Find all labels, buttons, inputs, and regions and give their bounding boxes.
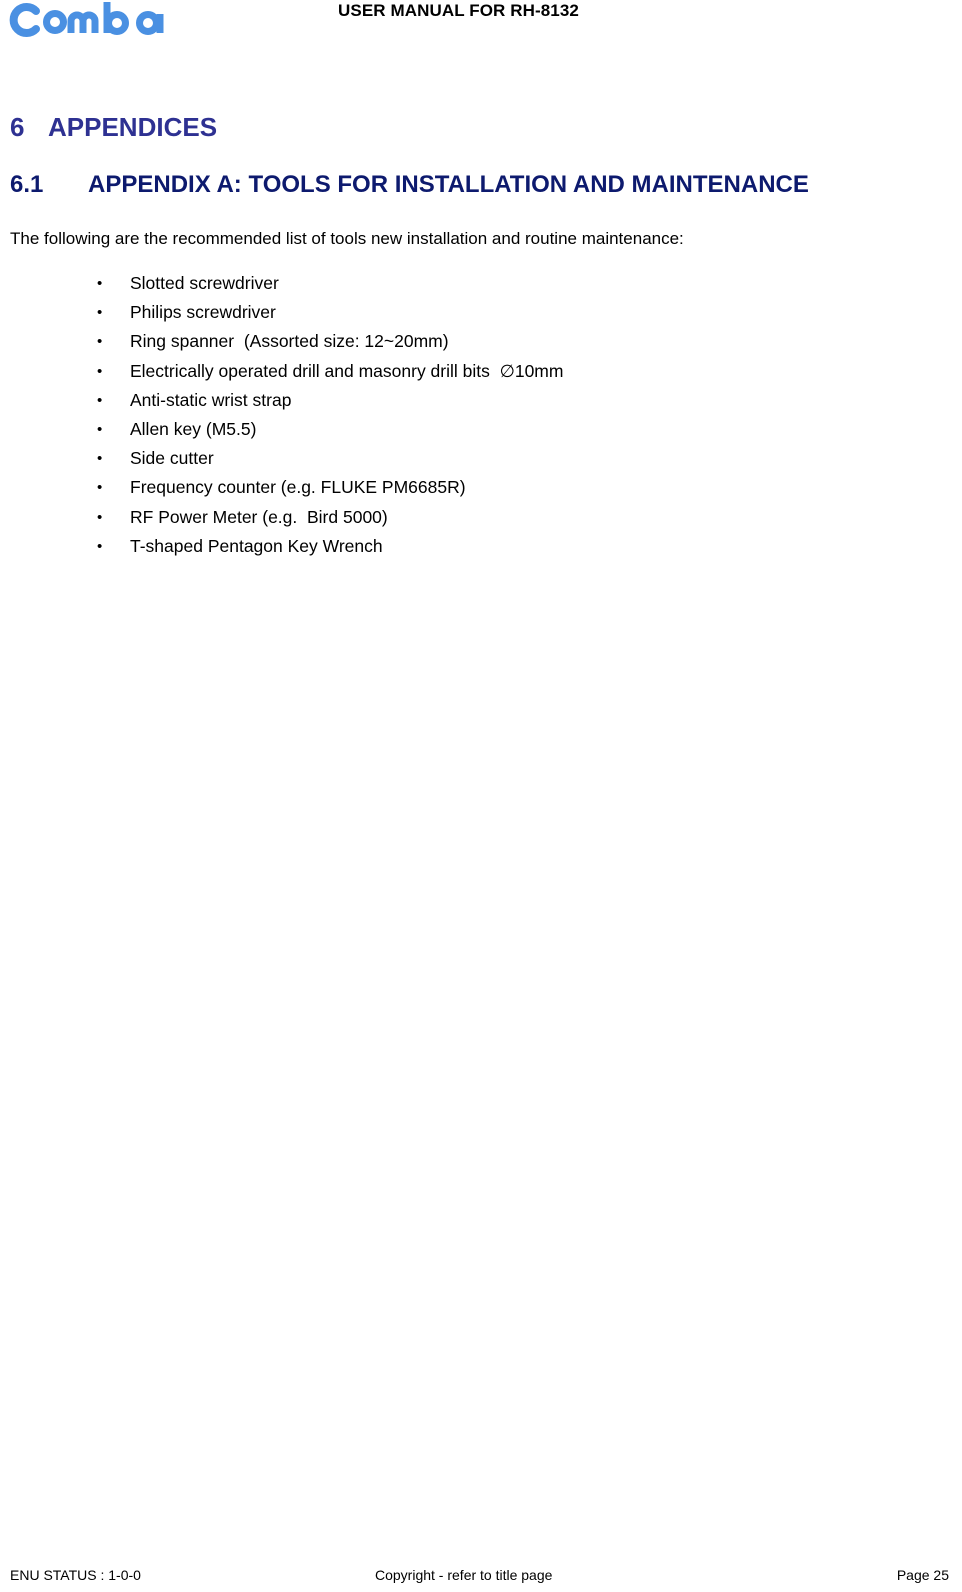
- list-item-text: Philips screwdriver: [130, 302, 276, 323]
- section-number: 6.1: [10, 171, 44, 198]
- list-item-text: RF Power Meter (e.g. Bird 5000): [130, 506, 388, 527]
- list-item: [97, 477, 563, 506]
- list-item: [97, 361, 563, 390]
- chapter-number: 6: [10, 112, 25, 142]
- bullet-icon: •: [97, 420, 103, 438]
- list-item: [97, 536, 563, 565]
- bullet-icon: •: [97, 537, 103, 555]
- list-item-text: Side cutter: [130, 448, 214, 469]
- list-item-text: Anti-static wrist strap: [130, 389, 292, 410]
- bullet-icon: •: [97, 391, 103, 409]
- comba-logo: [0, 0, 180, 40]
- footer-page-number: Page 25: [896, 1567, 949, 1583]
- list-item: [97, 302, 563, 331]
- section-heading: [10, 171, 809, 199]
- list-item: [97, 507, 563, 536]
- list-item-text: Slotted screwdriver: [130, 273, 279, 293]
- list-item-text: Frequency counter (e.g. FLUKE PM6685R): [130, 477, 466, 498]
- footer-copyright: Copyright - refer to title page: [375, 1567, 553, 1583]
- bullet-icon: •: [97, 479, 103, 497]
- list-item: [97, 273, 563, 302]
- comba-logo-mark: [0, 0, 180, 40]
- footer-status: ENU STATUS : 1-0-0: [10, 1567, 141, 1583]
- intro-paragraph: The following are the recommended list of tools new installation and routine maintenance:: [10, 229, 684, 248]
- chapter-heading: [10, 112, 217, 143]
- document-header-title: USER MANUAL FOR RH-8132: [338, 1, 579, 20]
- tools-list: [97, 273, 563, 565]
- section-title: APPENDIX A: TOOLS FOR INSTALLATION AND MAINTENANCE: [88, 171, 809, 198]
- list-item-text: T-shaped Pentagon Key Wrench: [130, 535, 383, 556]
- bullet-icon: •: [97, 362, 103, 380]
- bullet-icon: •: [97, 333, 103, 351]
- bullet-icon: •: [97, 450, 103, 468]
- list-item: [97, 390, 563, 419]
- list-item: [97, 331, 563, 360]
- list-item: [97, 419, 563, 448]
- bullet-icon: •: [97, 508, 103, 526]
- list-item-text: Electrically operated drill and masonry drill bits ∅10mm: [130, 360, 564, 381]
- chapter-title: APPENDICES: [48, 112, 218, 142]
- list-item-text: Allen key (M5.5): [130, 418, 257, 439]
- list-item-text: Ring spanner (Assorted size: 12~20mm): [130, 331, 449, 352]
- bullet-icon: •: [97, 304, 103, 322]
- list-item: [97, 448, 563, 477]
- bullet-icon: •: [97, 275, 103, 292]
